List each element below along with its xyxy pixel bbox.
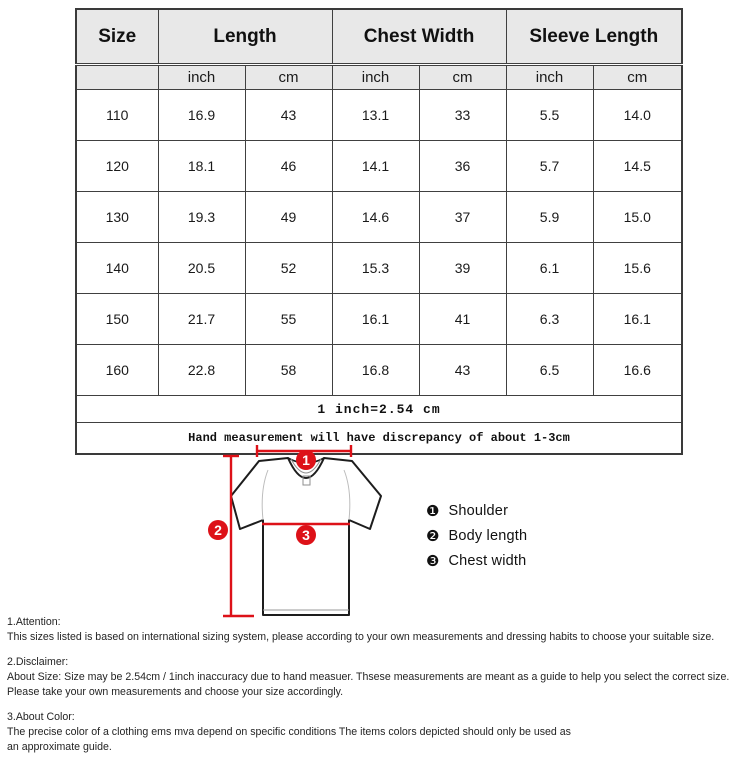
measurement-legend [426, 502, 527, 577]
column-header-chest-width: Chest Width [332, 9, 506, 65]
badge-1-number: 1 [302, 452, 310, 468]
unit-cell: inch [158, 65, 245, 90]
value-cell: 43 [245, 90, 332, 141]
circled-3-icon: ❸ [426, 551, 440, 570]
value-cell: 5.7 [506, 141, 593, 192]
value-cell: 39 [419, 243, 506, 294]
value-cell: 55 [245, 294, 332, 345]
note-attention [7, 615, 747, 645]
value-cell: 6.1 [506, 243, 593, 294]
value-cell: 33 [419, 90, 506, 141]
note-body: About Size: Size may be 2.54cm / 1inch inaccuracy due to hand measuer. Thsese measurements are meant as a guide to help you select the correct size. Please take your own measurements and choose your size accordingly. [7, 671, 730, 698]
value-cell: 18.1 [158, 141, 245, 192]
column-header-length: Length [158, 9, 332, 65]
circled-1-icon: ❶ [426, 501, 440, 520]
value-cell: 43 [419, 345, 506, 396]
value-cell: 16.9 [158, 90, 245, 141]
value-cell: 46 [245, 141, 332, 192]
header-row [76, 9, 682, 65]
size-cell: 130 [76, 192, 158, 243]
table-row [76, 90, 682, 141]
value-cell: 5.9 [506, 192, 593, 243]
legend-label: Body length [448, 528, 528, 544]
note-disclaimer [7, 655, 747, 700]
table-row [76, 192, 682, 243]
size-cell: 140 [76, 243, 158, 294]
legend-label: Shoulder [448, 503, 509, 519]
value-cell: 14.0 [593, 90, 682, 141]
badge-2-number: 2 [214, 522, 222, 538]
footnote-row [76, 396, 682, 423]
value-cell: 6.3 [506, 294, 593, 345]
value-cell: 16.1 [593, 294, 682, 345]
value-cell: 6.5 [506, 345, 593, 396]
note-about-color [7, 710, 747, 755]
unit-cell: inch [332, 65, 419, 90]
value-cell: 13.1 [332, 90, 419, 141]
size-cell: 110 [76, 90, 158, 141]
value-cell: 16.6 [593, 345, 682, 396]
table-row [76, 345, 682, 396]
note-body: This sizes listed is based on international sizing system, please according to your own measurements and dressing habits to choose your suitable size. [7, 631, 715, 643]
legend-item-chest-width [426, 552, 527, 570]
value-cell: 21.7 [158, 294, 245, 345]
unit-cell-empty [76, 65, 158, 90]
badge-3-number: 3 [302, 527, 310, 543]
value-cell: 58 [245, 345, 332, 396]
inch-conversion-note: 1 inch=2.54 cm [76, 396, 682, 423]
value-cell: 49 [245, 192, 332, 243]
column-header-size: Size [76, 9, 158, 65]
value-cell: 36 [419, 141, 506, 192]
value-cell: 15.0 [593, 192, 682, 243]
value-cell: 5.5 [506, 90, 593, 141]
unit-cell: cm [245, 65, 332, 90]
note-body: The precise color of a clothing ems mva depend on specific conditions The items colors depicted should only be used as an approximate guide. [7, 726, 571, 753]
size-cell: 160 [76, 345, 158, 396]
size-chart-table-wrap [75, 8, 681, 455]
value-cell: 14.5 [593, 141, 682, 192]
table-row [76, 141, 682, 192]
legend-item-shoulder [426, 502, 527, 520]
note-title: 1.Attention: [7, 616, 61, 628]
legend-label: Chest width [448, 553, 527, 569]
size-cell: 150 [76, 294, 158, 345]
note-title: 2.Disclaimer: [7, 656, 69, 668]
measurement-discrepancy-note: Hand measurement will have discrepancy of about 1-3cm [76, 423, 682, 455]
value-cell: 41 [419, 294, 506, 345]
tshirt-measurement-diagram [170, 440, 420, 622]
value-cell: 37 [419, 192, 506, 243]
column-header-sleeve-length: Sleeve Length [506, 9, 682, 65]
value-cell: 15.3 [332, 243, 419, 294]
value-cell: 52 [245, 243, 332, 294]
legend-item-body-length [426, 527, 527, 545]
value-cell: 19.3 [158, 192, 245, 243]
value-cell: 15.6 [593, 243, 682, 294]
unit-cell: cm [593, 65, 682, 90]
size-table-body [76, 90, 682, 396]
note-title: 3.About Color: [7, 711, 75, 723]
value-cell: 20.5 [158, 243, 245, 294]
value-cell: 16.1 [332, 294, 419, 345]
value-cell: 22.8 [158, 345, 245, 396]
table-row [76, 294, 682, 345]
value-cell: 14.6 [332, 192, 419, 243]
value-cell: 14.1 [332, 141, 419, 192]
unit-cell: inch [506, 65, 593, 90]
table-row [76, 243, 682, 294]
circled-2-icon: ❷ [426, 526, 440, 545]
size-table [75, 8, 683, 455]
value-cell: 16.8 [332, 345, 419, 396]
unit-cell: cm [419, 65, 506, 90]
notes-section [7, 615, 747, 765]
size-cell: 120 [76, 141, 158, 192]
unit-header-row [76, 65, 682, 90]
